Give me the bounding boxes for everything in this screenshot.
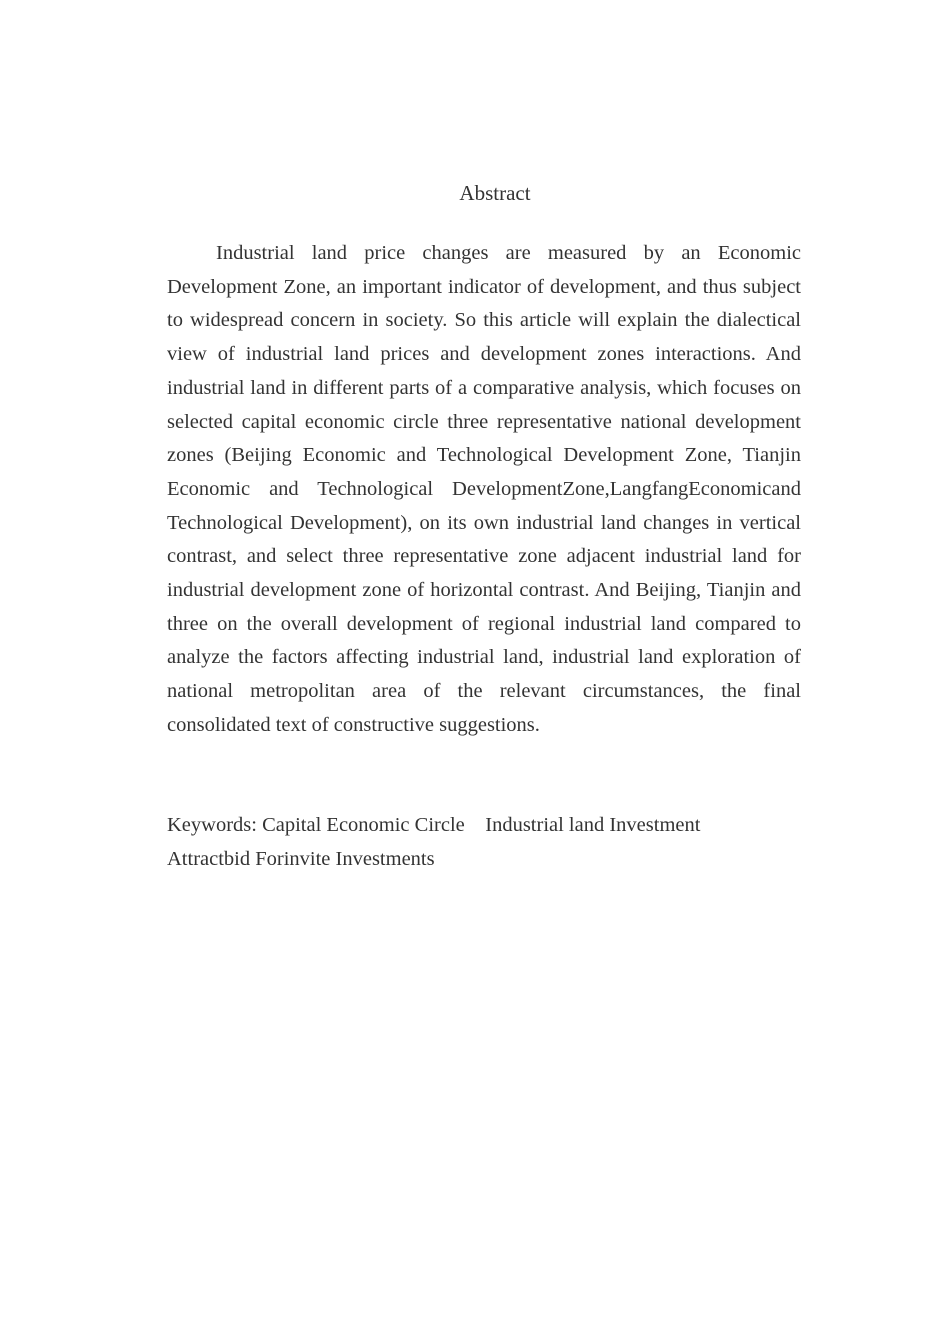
abstract-body: Industrial land price changes are measured by an Economic Development Zone, an important indicator of development, and thus subject to widespread concern in society. So this article will explain the dialectical view of industrial land prices and development zones interactions. And industrial land in different parts of a comparative analysis, which focuses on selected capital economic circle three representative national development zones (Beijing Economic and Technological Development Zone, Tianjin Economic and Technological DevelopmentZone,LangfangEconomicand Technological Development), on its own industrial land changes in vertical contrast, and select three representative zone adjacent industrial land for industrial development zone of horizontal contrast. And Beijing, Tianjin and three on the overall development of regional industrial land compared to analyze the factors affecting industrial land, industrial land exploration of national metropolitan area of the relevant circumstances, the final consolidated text of constructive suggestions. [167, 242, 801, 736]
keywords-line-1: Keywords: Capital Economic Circle Industrial land Investment [167, 814, 701, 836]
keywords-line-2: Attractbid Forinvite Investments [167, 847, 435, 870]
keywords-block [167, 809, 801, 876]
abstract-title: Abstract [459, 181, 531, 205]
